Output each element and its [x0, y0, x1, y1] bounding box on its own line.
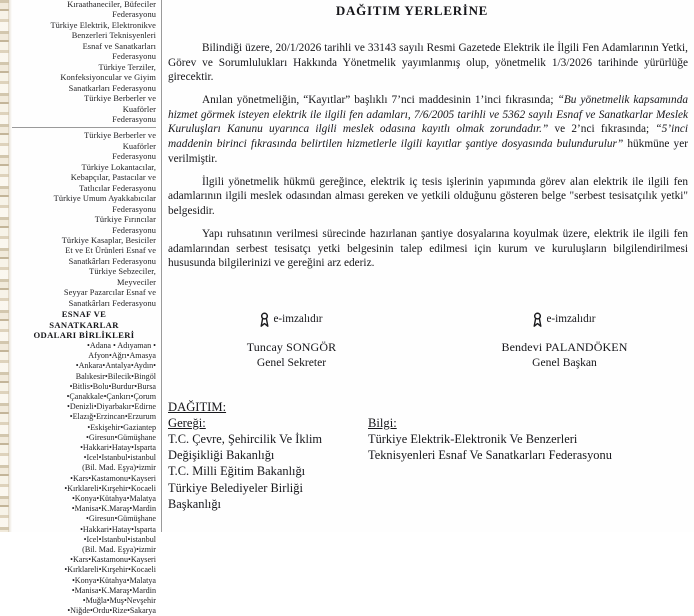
- distribution-item: Değişikliği Bakanlığı: [168, 448, 275, 463]
- letterhead-line: Türkiye Berberler ve: [84, 131, 156, 141]
- e-signature-label: e-imzalıdır: [273, 313, 323, 325]
- letterhead-divider: [12, 127, 156, 128]
- letterhead-line: Federasyonu: [112, 225, 156, 235]
- letterhead-line: Türkiye Terziler,: [98, 62, 156, 72]
- letterhead-line: Benzerleri Teknisyenleri: [71, 31, 156, 41]
- city-line: •Kars•Kastamonu•Kayseri: [70, 555, 156, 565]
- city-line: •Manisa•K.Maraş•Mardin: [71, 504, 156, 514]
- city-line: •Icel•Istanbul•istanbul: [83, 534, 156, 544]
- letterhead-line: Tatlıcılar Federasyonu: [79, 183, 156, 193]
- distribution-item: Teknisyenleri Esnaf Ve Sanatkarları Federasyonu: [368, 448, 612, 463]
- distribution-item: T.C. Milli Eğitim Bakanlığı: [168, 464, 306, 479]
- city-line: •Çanakkale•Çankırı•Çorum: [66, 391, 156, 401]
- letterhead-line: Kuaförler: [122, 104, 156, 114]
- spacer: [368, 399, 690, 415]
- city-line: •Muğla•Muş•Nevşehir: [82, 596, 156, 605]
- distribution-item: T.C. Çevre, Şehircilik Ve İklim: [168, 432, 323, 446]
- city-line: •Manisa•K.Maraş•Mardin: [71, 585, 156, 595]
- letterhead-line: Kıraathaneciler, Büfeciler: [67, 0, 156, 9]
- letterhead-line: Konfeksiyoncular ve Giyim: [60, 73, 156, 83]
- letterhead-line: Türkiye Sebzeciler,: [89, 267, 156, 277]
- paragraph-2-connector: ve 2’nci fıkrasında;: [548, 123, 656, 136]
- paragraph-2: [168, 93, 688, 166]
- city-line: •Icel•Istanbul•istanbul: [83, 453, 156, 463]
- city-line: •Kırklareli•Kırşehir•Kocaeli: [64, 565, 156, 575]
- signature-row: [168, 312, 688, 370]
- letterhead-line: Seyyar Pazarcılar Esnaf ve: [63, 288, 156, 298]
- letterhead-line: Meyveciler: [117, 277, 156, 287]
- city-line: •Ankara•Antalya•Aydın•: [75, 361, 156, 371]
- e-signature-icon: [260, 313, 269, 327]
- city-line: •Giresun•Gümüşhane: [86, 514, 156, 524]
- letterhead-line: Türkiye Umum Ayakkabıcılar: [53, 194, 156, 204]
- letterhead-heading: SANATKARLAR: [49, 319, 119, 330]
- letterhead-group-2: [12, 131, 156, 309]
- quoted-regulation-2: “5’inci maddenin birinci fıkrasında belirtilen hizmetlerle ilgili kayıtlar şantiye dosyasında bulundurulur”: [168, 123, 689, 151]
- quoted-regulation-1: “Bu yönetmelik kapsamında hizmet görmek isteyen elektrik ile ilgili fen adamları, 7/6/2005 tarihli ve 5362 sayılı Esnaf ve Sanatkarlar Meslek Kuruluşları Kanunu uyarınca ilgili meslek odasına kayıtlı olmak zorundadır.”: [168, 94, 688, 136]
- paragraph-1: Bilindiği üzere, 20/1/2026 tarihli ve 33143 sayılı Resmi Gazetede Elektrik ile İlgili Fen Adamlarının Yetki, Görev ve Sorumlulukları Hakkında Yönetmelik yayımlanmış olup, yönetmelik 1/3/2026 tarihinde yürürlüğe girecektir.: [168, 42, 688, 84]
- letterhead-line: Sanatkârları Federasyonu: [68, 298, 156, 308]
- letterhead-line: Federasyonu: [112, 204, 156, 214]
- paragraph-3: İlgili yönetmelik hükmü gereğince, elektrik iç tesis işlerinin yapımında görev alan elektrik ile ilgili fen adamlarının ilgili meslek odasından alması gereken ve yetkili olduğunu gösteren belge "serbest tesisatçılık yetki" belgesidir.: [168, 175, 688, 217]
- letterhead-line: Kuaförler: [122, 141, 156, 151]
- city-line: •Konya•Kütahya•Malatya: [71, 493, 156, 503]
- city-line: Balıkesir•Bilecik•Bingöl: [75, 371, 156, 381]
- letterhead-line: Türkiye Lokantacılar,: [81, 162, 156, 172]
- signature-block-secretary: [168, 312, 441, 370]
- signatory-name: Bendevi PALANDÖKEN: [501, 340, 628, 354]
- e-signature-label: e-imzalıdır: [546, 313, 596, 325]
- distribution-bilgi-label: Bilgi:: [368, 416, 397, 430]
- city-line: •Adana • Adıyaman •: [87, 340, 156, 350]
- city-line: (Bil. Mad. Eşya)•izmir: [82, 544, 156, 554]
- letterhead-line: Türkiye Kasaplar, Besiciler: [61, 235, 156, 245]
- city-line: •Eskişehir•Gaziantep: [87, 422, 156, 432]
- letterhead-line: Federasyonu: [112, 114, 156, 124]
- city-line: •Elazığ•Erzincan•Erzurum: [69, 412, 156, 422]
- letterhead-line: Federasyonu: [112, 10, 156, 20]
- letterhead-line: Federasyonu: [112, 52, 156, 62]
- signature-block-president: [441, 312, 688, 370]
- letterhead-heading: ODALARI BİRLİKLERİ: [33, 330, 135, 341]
- paragraph-2-tail: hükmüne yer verilmiştir.: [168, 138, 688, 165]
- city-line: •Bitlis•Bolu•Burdur•Bursa: [69, 381, 156, 391]
- paragraph-4: Yapı ruhsatının verilmesi sürecinde hazırlanan şantiye dosyalarına koyulmak üzere, elektrik ile ilgili fen adamlarından serbest tesisatçı yetki belgesinin talep edilmesi için kurum ve kuruluşların bilgilendirilmesi hususunda bilgilerinizi ve gereğini arz ederiz.: [168, 228, 688, 270]
- city-line: •Niğde•Ordu•Rize•Sakarya: [67, 606, 156, 616]
- distribution-item: Türkiye Belediyeler Birliği: [168, 480, 303, 495]
- letterhead-line: Et ve Et Ürünleri Esnaf ve: [65, 246, 156, 256]
- signatory-role: Genel Başkan: [532, 356, 597, 369]
- city-line: (Bil. Mad. Eşya)•izmir: [82, 463, 156, 473]
- letterhead-line: Sanatkârları Federasyonu: [68, 256, 156, 266]
- document-title: DAĞITIM YERLERİNE: [335, 3, 489, 18]
- distribution-action-column: [168, 399, 368, 512]
- city-line: •Denizli•Diyarbakır•Edirne: [67, 402, 156, 412]
- letterhead-sidebar: [12, 0, 162, 616]
- distribution-item: Türkiye Elektrik-Elektronik Ve Benzerleri: [368, 432, 578, 446]
- city-line: •Hakkari•Hatay•Isparta: [80, 524, 156, 534]
- e-signature-mark: [260, 312, 322, 327]
- distribution-title: DAĞITIM:: [168, 400, 227, 414]
- letterhead-line: Esnaf ve Sanatkarları: [82, 41, 156, 51]
- letterhead-line: Sanatkarları Federasyonu: [68, 83, 156, 93]
- distribution-section: [168, 399, 690, 512]
- letterhead-line: Kebapçılar, Pastacılar ve: [70, 173, 156, 183]
- city-line: Afyon•Ağrı•Amasya: [88, 351, 156, 361]
- city-line: •Kars•Kastamonu•Kayseri: [70, 473, 156, 483]
- letterhead-heading: ESNAF VE: [61, 309, 107, 320]
- distribution-geregi-label: Gereği:: [168, 416, 206, 430]
- letterhead-line: Türkiye Fırıncılar: [94, 215, 156, 225]
- e-signature-icon: [533, 313, 542, 327]
- city-line: •Giresun•Gümüşhane: [86, 432, 156, 442]
- signatory-role: Genel Sekreter: [256, 356, 327, 369]
- letterhead-line: Türkiye Berberler ve: [84, 94, 156, 104]
- e-signature-mark: [533, 312, 595, 327]
- city-line: •Hakkari•Hatay•Isparta: [80, 442, 156, 452]
- letterhead-line: Türkiye Elektrik, Elektronikve: [50, 20, 156, 30]
- city-line: •Kırklareli•Kırşehir•Kocaeli: [64, 483, 156, 493]
- letterhead-group-1: [12, 0, 156, 125]
- letterhead-line: Federasyonu: [112, 152, 156, 162]
- letterhead-city-list: [12, 341, 156, 616]
- paragraph-2-intro: Anılan yönetmeliğin, “Kayıtlar” başlıklı 7’nci maddesinin 1’inci fıkrasında;: [202, 94, 558, 107]
- city-line: •Konya•Kütahya•Malatya: [71, 575, 156, 585]
- distribution-item: Başkanlığı: [168, 496, 221, 511]
- distribution-info-column: [368, 399, 690, 512]
- signatory-name: Tuncay SONGÖR: [246, 340, 337, 354]
